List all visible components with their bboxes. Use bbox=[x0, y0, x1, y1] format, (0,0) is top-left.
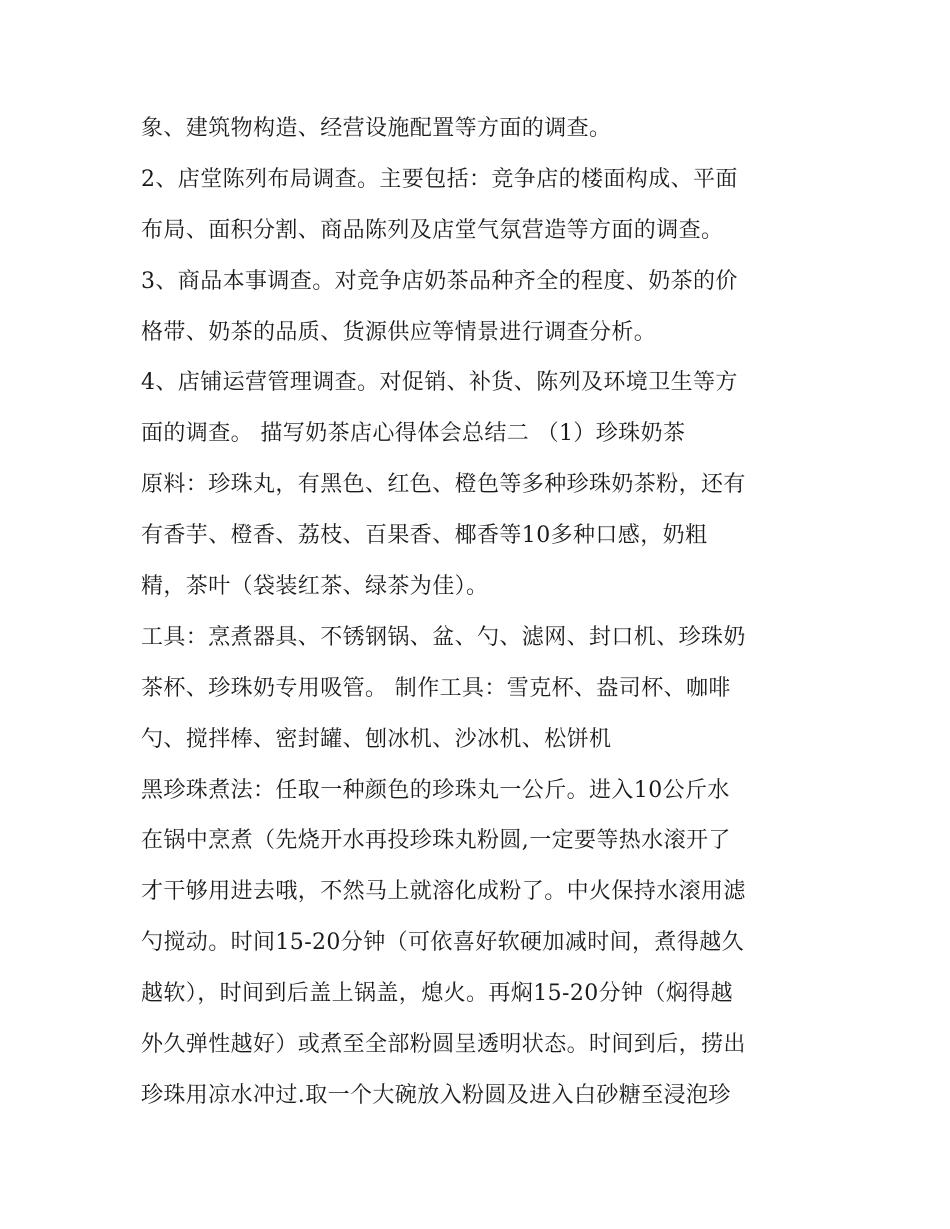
text-line: 格带、奶茶的品质、货源供应等情景进行调查分析。 bbox=[141, 319, 657, 345]
text-line: 勺、搅拌棒、密封罐、刨冰机、沙冰机、松饼机 bbox=[141, 726, 612, 752]
text-line: 越软），时间到后盖上锅盖，熄火。再焖15-20分钟（焖得越 bbox=[141, 981, 734, 1007]
text-line: 黑珍珠煮法：任取一种颜色的珍珠丸一公斤。进入10公斤水 bbox=[141, 777, 730, 803]
text-line: 工具：烹煮器具、不锈钢锅、盆、勺、滤网、封口机、珍珠奶 bbox=[141, 624, 746, 650]
text-line: 茶杯、珍珠奶专用吸管。 制作工具：雪克杯、盎司杯、咖啡 bbox=[141, 675, 731, 701]
text-line: 原料：珍珠丸，有黑色、红色、橙色等多种珍珠奶茶粉，还有 bbox=[141, 472, 746, 498]
text-line: 3、商品本事调查。对竞争店奶茶品种齐全的程度、奶茶的价 bbox=[141, 268, 738, 294]
text-line: 外久弹性越好）或煮至全部粉圆呈透明状态。时间到后，捞出 bbox=[141, 1032, 746, 1058]
text-line: 在锅中烹煮（先烧开水再投珍珠丸粉圆,一定要等热水滚开了 bbox=[141, 828, 731, 854]
text-line: 面的调查。 描写奶茶店心得体会总结二 （1）珍珠奶茶 bbox=[141, 421, 686, 447]
text-line: 象、建筑物构造、经营设施配置等方面的调查。 bbox=[141, 116, 612, 141]
text-line: 才干够用进去哦，不然马上就溶化成粉了。中火保持水滚用滤 bbox=[141, 879, 746, 905]
text-line: 勺搅动。时间15-20分钟（可依喜好软硬加减时间，煮得越久 bbox=[141, 930, 745, 956]
text-line: 有香芋、橙香、荔枝、百果香、椰香等10多种口感，奶粗 bbox=[141, 523, 708, 549]
text-line: 精，茶叶（袋装红茶、绿茶为佳）。 bbox=[141, 574, 489, 600]
text-line: 布局、面积分割、商品陈列及店堂气氛营造等方面的调查。 bbox=[141, 217, 724, 243]
text-line: 4、店铺运营管理调查。对促销、补货、陈列及环境卫生等方 bbox=[141, 370, 738, 396]
document-body bbox=[141, 104, 831, 1122]
text-line: 2、店堂陈列布局调查。主要包括：竞争店的楼面构成、平面 bbox=[141, 166, 738, 192]
text-line: 珍珠用凉水冲过.取一个大碗放入粉圆及进入白砂糖至浸泡珍 bbox=[141, 1082, 731, 1108]
